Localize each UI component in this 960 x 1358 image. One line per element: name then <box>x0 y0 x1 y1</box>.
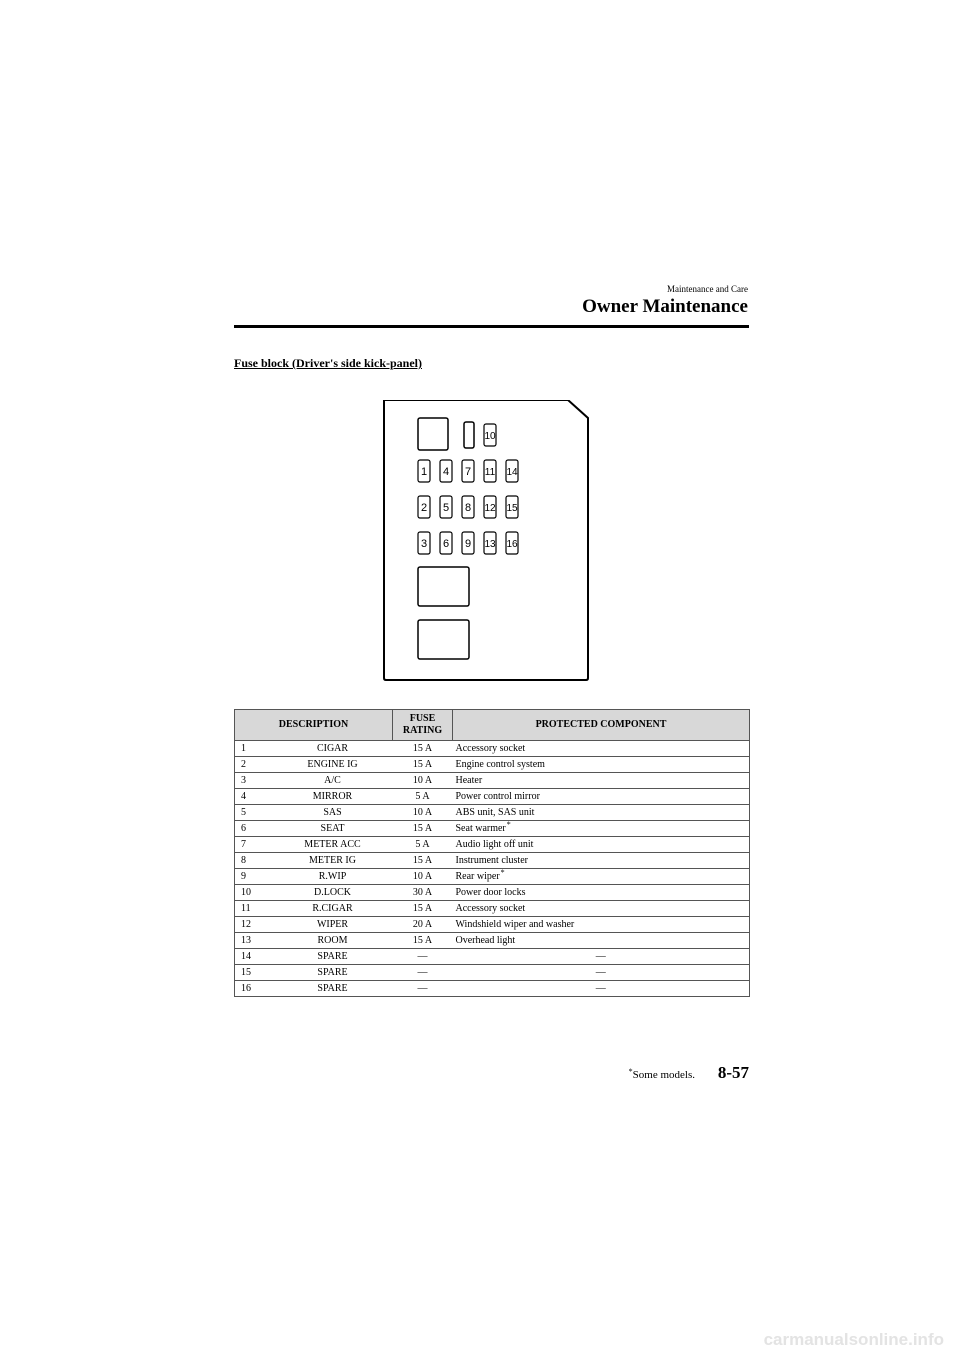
fuse-table <box>234 709 750 997</box>
protected-component-cell: Heater <box>453 773 750 789</box>
fuse-rating-cell: 30 A <box>393 885 453 901</box>
fuse-description-cell: SPARE <box>273 949 393 965</box>
fuse-number-cell: 14 <box>235 949 273 965</box>
fuse-rating-cell: — <box>393 965 453 981</box>
relay-slot-large <box>418 567 469 606</box>
fuse-number-cell: 16 <box>235 981 273 997</box>
fuse-slot-label: 9 <box>464 538 472 550</box>
protected-component-cell: Instrument cluster <box>453 853 750 869</box>
fuse-description-cell: WIPER <box>273 917 393 933</box>
protected-component-cell: Accessory socket <box>453 901 750 917</box>
table-row <box>235 901 750 917</box>
component-text: Rear wiper <box>455 871 500 882</box>
column-header-component: PROTECTED COMPONENT <box>453 710 750 741</box>
fuse-number-cell: 4 <box>235 789 273 805</box>
fuse-description-cell: SAS <box>273 805 393 821</box>
fuse-rating-cell: 5 A <box>393 789 453 805</box>
table-row <box>235 981 750 997</box>
table-row <box>235 741 750 757</box>
fuse-description-cell: METER ACC <box>273 837 393 853</box>
column-header-description: DESCRIPTION <box>235 710 393 741</box>
fuse-slot-label: 7 <box>464 466 472 478</box>
fuse-rating-cell: 15 A <box>393 741 453 757</box>
protected-component-cell <box>453 821 750 837</box>
fuse-block-diagram <box>380 400 592 682</box>
fuse-number-cell: 10 <box>235 885 273 901</box>
fuse-slot-small <box>464 422 474 448</box>
fuse-rating-cell: 5 A <box>393 837 453 853</box>
fuse-rating-cell: 10 A <box>393 805 453 821</box>
table-row <box>235 933 750 949</box>
fuse-slot-label: 14 <box>506 467 518 478</box>
table-row <box>235 853 750 869</box>
table-row <box>235 773 750 789</box>
fuse-rating-cell: — <box>393 949 453 965</box>
fuse-slot-label: 15 <box>506 503 518 514</box>
table-header-row <box>235 710 750 741</box>
fuse-number-cell: 1 <box>235 741 273 757</box>
fuse-number-cell: 11 <box>235 901 273 917</box>
section-label: Maintenance and Care <box>667 284 748 294</box>
protected-component-cell: Overhead light <box>453 933 750 949</box>
fuse-number-cell: 3 <box>235 773 273 789</box>
fuse-rating-cell: 10 A <box>393 773 453 789</box>
table-row <box>235 837 750 853</box>
page-title: Owner Maintenance <box>582 296 748 317</box>
fuse-description-cell: CIGAR <box>273 741 393 757</box>
table-row <box>235 965 750 981</box>
table-row <box>235 789 750 805</box>
fuse-rating-cell: 15 A <box>393 853 453 869</box>
protected-component-cell: — <box>453 965 750 981</box>
fuse-rating-cell: 15 A <box>393 757 453 773</box>
fuse-rating-cell: 15 A <box>393 821 453 837</box>
fuse-slot-label: 1 <box>420 466 428 478</box>
page-number: 8-57 <box>717 1063 749 1082</box>
protected-component-cell: Engine control system <box>453 757 750 773</box>
component-text: Seat warmer <box>455 823 506 834</box>
watermark: carmanualsonline.info <box>763 1330 944 1349</box>
table-row <box>235 821 750 837</box>
fuse-number-cell: 5 <box>235 805 273 821</box>
protected-component-cell: Windshield wiper and washer <box>453 917 750 933</box>
table-row <box>235 869 750 885</box>
protected-component-cell: — <box>453 949 750 965</box>
fuse-number-cell: 6 <box>235 821 273 837</box>
footnote-text: Some models. <box>632 1069 695 1081</box>
protected-component-cell: Power control mirror <box>453 789 750 805</box>
table-row <box>235 757 750 773</box>
fuse-rating-cell: — <box>393 981 453 997</box>
fuse-slot-label: 10 <box>484 431 496 442</box>
column-header-rating: FUSE RATING <box>393 710 453 741</box>
fuse-number-cell: 8 <box>235 853 273 869</box>
fuse-description-cell: SEAT <box>273 821 393 837</box>
fuse-number-cell: 2 <box>235 757 273 773</box>
fuse-number-cell: 13 <box>235 933 273 949</box>
fuse-number-cell: 9 <box>235 869 273 885</box>
relay-slot <box>418 418 448 450</box>
fuse-description-cell: R.CIGAR <box>273 901 393 917</box>
fuse-slot-label: 4 <box>442 466 450 478</box>
fuse-slot-label: 6 <box>442 538 450 550</box>
footnote <box>628 1069 695 1081</box>
subsection-title: Fuse block (Driver's side kick-panel) <box>234 356 422 370</box>
fuse-slot-label: 13 <box>484 539 496 550</box>
fuse-description-cell: ENGINE IG <box>273 757 393 773</box>
protected-component-cell: Audio light off unit <box>453 837 750 853</box>
fuse-rating-cell: 15 A <box>393 933 453 949</box>
fuse-rating-cell: 15 A <box>393 901 453 917</box>
protected-component-cell: Power door locks <box>453 885 750 901</box>
protected-component-cell: ABS unit, SAS unit <box>453 805 750 821</box>
fuse-slot-label: 16 <box>506 539 518 550</box>
fuse-description-cell: R.WIP <box>273 869 393 885</box>
protected-component-cell: — <box>453 981 750 997</box>
fuse-number-cell: 15 <box>235 965 273 981</box>
fuse-number-cell: 7 <box>235 837 273 853</box>
fuse-number-cell: 12 <box>235 917 273 933</box>
some-models-star: * <box>506 820 511 829</box>
some-models-star: * <box>500 868 505 877</box>
fuse-slot-label: 5 <box>442 502 450 514</box>
fuse-rating-cell: 10 A <box>393 869 453 885</box>
fuse-slot-label: 12 <box>484 503 496 514</box>
fuse-slot-label: 11 <box>484 467 496 478</box>
table-row <box>235 949 750 965</box>
fuse-description-cell: SPARE <box>273 981 393 997</box>
protected-component-cell <box>453 869 750 885</box>
table-row <box>235 805 750 821</box>
fuse-description-cell: SPARE <box>273 965 393 981</box>
footnote-star: * <box>628 1067 633 1076</box>
heading-rule <box>234 325 749 328</box>
fuse-description-cell: MIRROR <box>273 789 393 805</box>
fuse-slot-label: 2 <box>420 502 428 514</box>
protected-component-cell: Accessory socket <box>453 741 750 757</box>
fuse-rating-cell: 20 A <box>393 917 453 933</box>
fuse-description-cell: D.LOCK <box>273 885 393 901</box>
fuse-description-cell: ROOM <box>273 933 393 949</box>
fuse-slot-label: 3 <box>420 538 428 550</box>
fuse-description-cell: METER IG <box>273 853 393 869</box>
table-row <box>235 885 750 901</box>
relay-slot-large <box>418 620 469 659</box>
fuse-description-cell: A/C <box>273 773 393 789</box>
fuse-slot-label: 8 <box>464 502 472 514</box>
table-row <box>235 917 750 933</box>
